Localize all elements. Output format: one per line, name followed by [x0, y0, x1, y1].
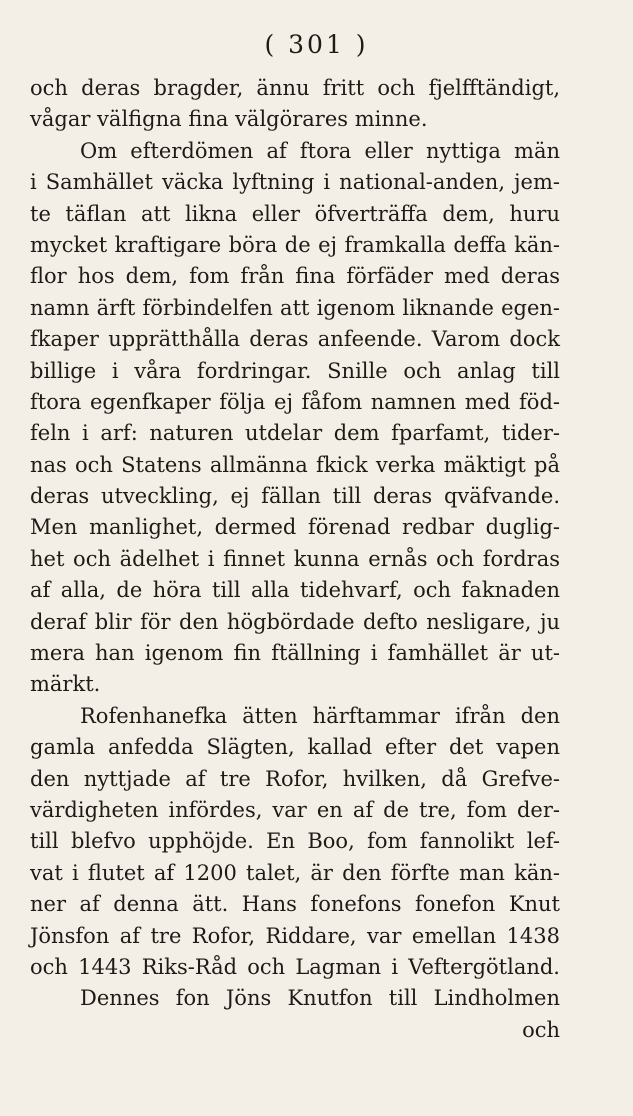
- text-line: fkaper upprätthålla deras anfeende. Varom dock: [30, 327, 560, 352]
- text-line: deraf blir för den högbördade defto nesligare, ju: [30, 609, 560, 634]
- text-line: till blefvo upphöjde. En Boo, fom fannolikt lef-: [30, 829, 560, 854]
- text-line: flor hos dem, fom från fina förfäder med deras: [30, 264, 560, 289]
- text-line: Jönsfon af tre Rofor, Riddare, var emellan 1438: [30, 923, 560, 948]
- text-line: nas och Statens allmänna fkick verka mäktigt på: [30, 452, 560, 477]
- text-line: märkt.: [30, 672, 101, 697]
- page-number-header: ( 301 ): [264, 30, 369, 59]
- text-line: mera han igenom fin ftällning i famhället är ut-: [30, 641, 560, 666]
- text-line: af alla, de höra till alla tidehvarf, och faknaden: [30, 578, 560, 603]
- text-line: namn ärft förbindelfen att igenom liknande egen-: [30, 295, 560, 320]
- body-text: [30, 73, 560, 1046]
- text-line: vågar välfigna fina välgörares minne.: [30, 107, 428, 132]
- text-line: billige i våra fordringar. Snille och anlag till: [30, 358, 560, 383]
- text-line: Rofenhanefka ätten härftammar ifrån den: [80, 703, 560, 728]
- text-line: och deras bragder, ännu fritt och fjelfftändigt,: [30, 76, 560, 100]
- text-line: deras utveckling, ej fällan till deras qväfvande.: [30, 484, 560, 509]
- text-line: het och ädelhet i finnet kunna ernås och fordras: [30, 546, 560, 571]
- text-line: Dennes fon Jöns Knutfon till Lindholmen: [80, 986, 560, 1011]
- text-line: gamla anfedda Slägten, kallad efter det vapen: [30, 735, 560, 760]
- text-line: te täflan att likna eller öfverträffa dem, huru: [30, 201, 560, 226]
- text-line: Men manlighet, dermed förenad redbar duglig-: [30, 515, 560, 540]
- text-line: mycket kraftigare böra de ej framkalla deffa kän-: [30, 232, 560, 257]
- catchword: och: [522, 1017, 560, 1042]
- text-line: vat i flutet af 1200 talet, är den förfte man kän-: [30, 860, 560, 885]
- text-line: den nyttjade af tre Rofor, hvilken, då Grefve-: [30, 766, 560, 791]
- text-line: feln i arf: naturen utdelar dem fparfamt, tider-: [30, 421, 560, 446]
- text-line: värdigheten infördes, var en af de tre, fom der-: [30, 797, 560, 822]
- text-line: ftora egenfkaper följa ej fåfom namnen med föd-: [30, 389, 560, 414]
- text-line: i Samhället väcka lyftning i national-anden, jem-: [30, 170, 560, 195]
- text-line: och 1443 Riks-Råd och Lagman i Veftergötland.: [30, 954, 560, 979]
- text-line: Om efterdömen af ftora eller nyttiga män: [80, 138, 560, 163]
- text-line: ner af denna ätt. Hans fonefons fonefon Knut: [30, 892, 560, 917]
